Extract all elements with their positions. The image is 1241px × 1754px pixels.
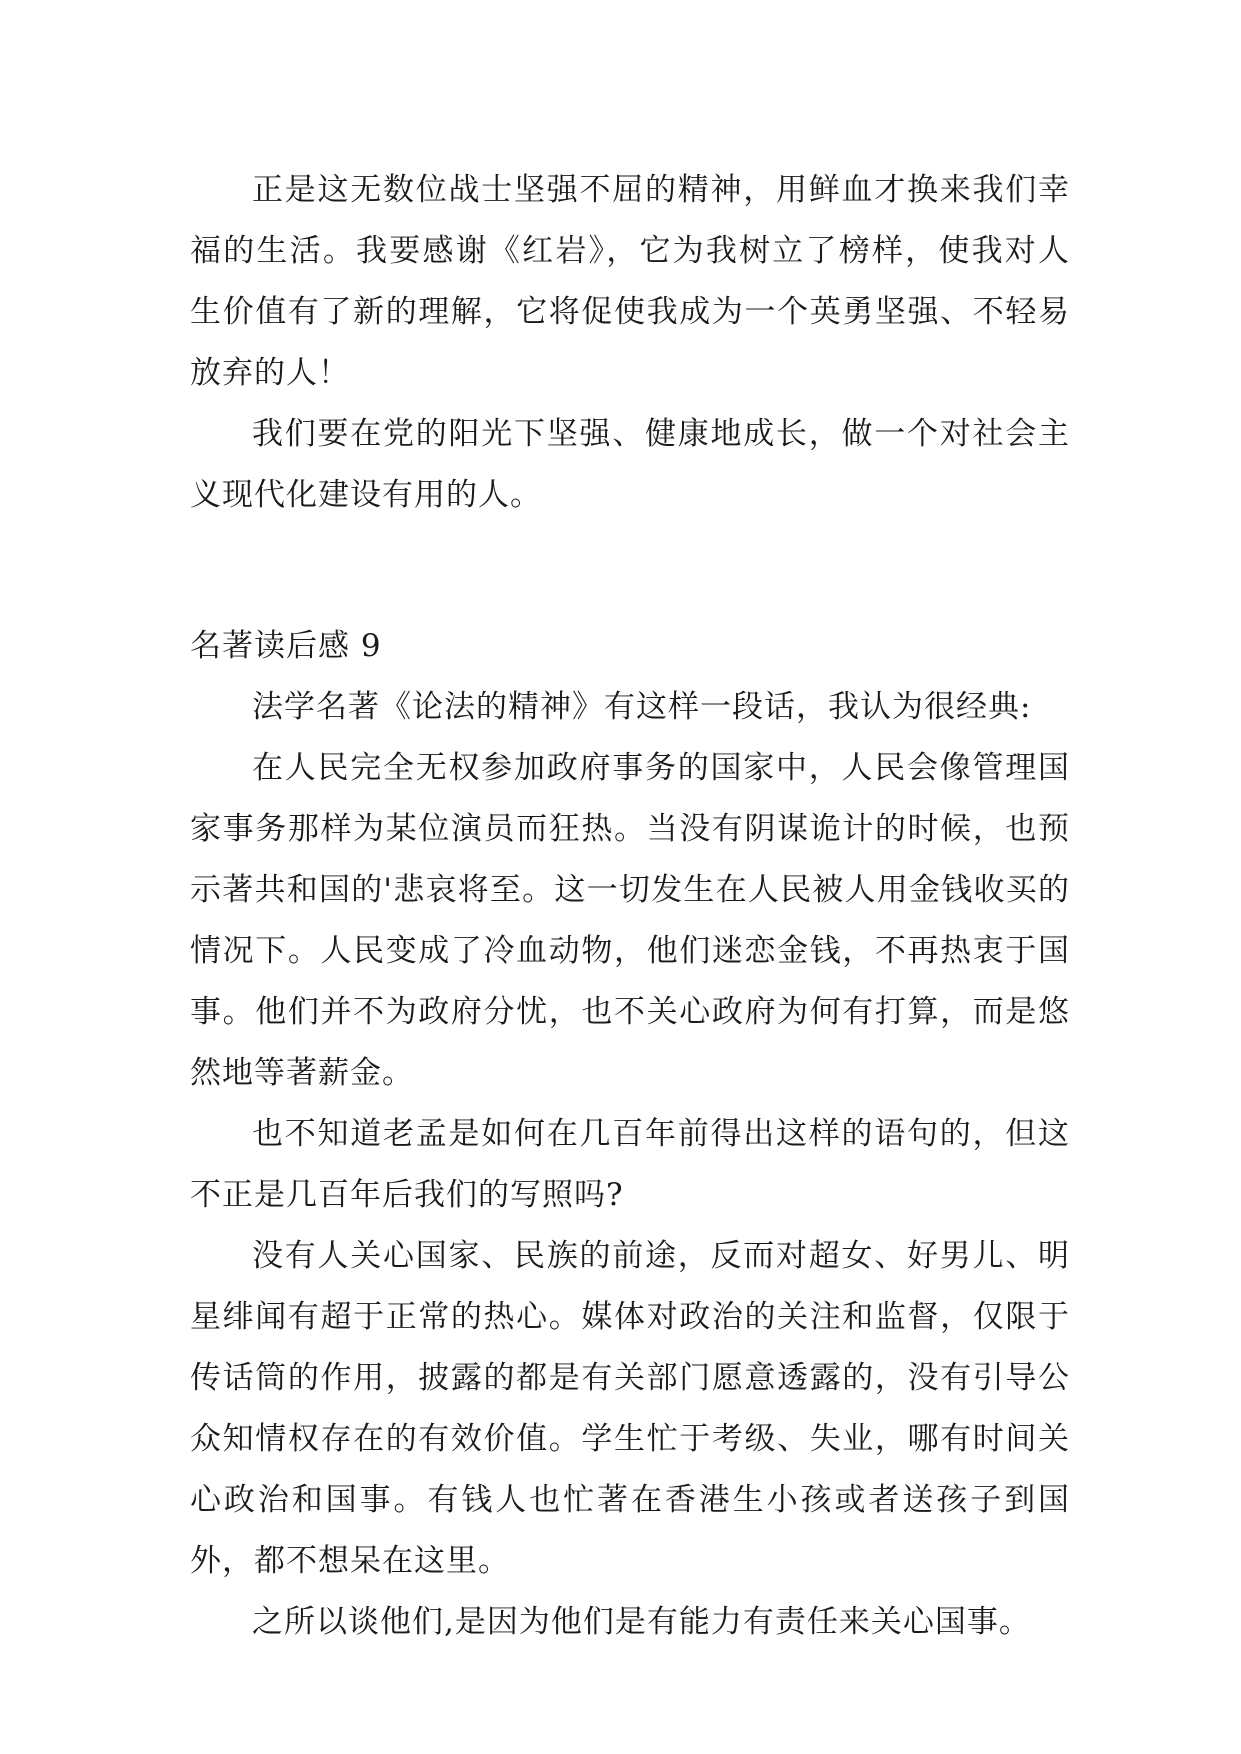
paragraph: 之所以谈他们,是因为他们是有能力有责任来关心国事。 [252, 1604, 1031, 1640]
paragraph: 没有人关心国家、民族的前途，反而对超女、好男儿、明星绯闻有超于正常的热心。媒体对政治的关注和监督，仅限于传话筒的作用，披露的都是有关部门愿意透露的，没有引导公众知情权存在的有效价值。学生忙于考级、失业，哪有时间关心政治和国事。有钱人也忙著在香港生小孩或者送孩子到国外，都不想呆在这里。 [190, 1238, 1070, 1579]
document-page [190, 160, 1070, 1653]
section-gap [190, 526, 1070, 616]
paragraph: 也不知道老孟是如何在几百年前得出这样的语句的，但这不正是几百年后我们的写照吗? [190, 1116, 1070, 1213]
paragraph: 我们要在党的阳光下坚强、健康地成长，做一个对社会主义现代化建设有用的人。 [190, 416, 1070, 513]
paragraph: 在人民完全无权参加政府事务的国家中，人民会像管理国家事务那样为某位演员而狂热。当没有阴谋诡计的时候，也预示著共和国的'悲哀将至。这一切发生在人民被人用金钱收买的情况下。人民变成了冷血动物，他们迷恋金钱，不再热衷于国事。他们并不为政府分忧，也不关心政府为何有打算，而是悠然地等著薪金。 [190, 750, 1070, 1091]
paragraph: 法学名著《论法的精神》有这样一段话，我认为很经典: [252, 689, 1032, 725]
section-title: 名著读后感 9 [190, 628, 382, 664]
paragraph: 正是这无数位战士坚强不屈的精神，用鲜血才换来我们幸福的生活。我要感谢《红岩》，它为我树立了榜样，使我对人生价值有了新的理解，它将促使我成为一个英勇坚强、不轻易放弃的人！ [190, 172, 1070, 391]
